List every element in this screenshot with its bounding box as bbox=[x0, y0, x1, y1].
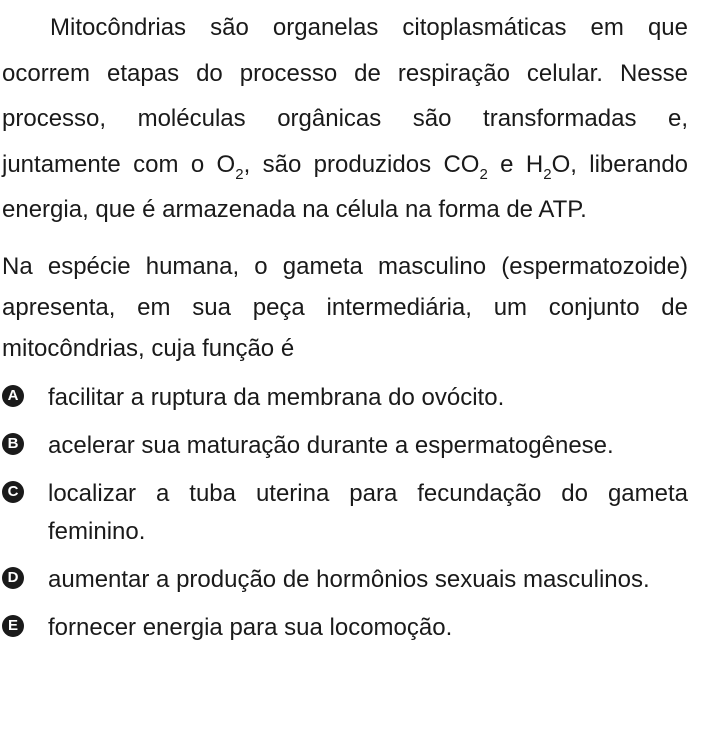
o2-subscript: 2 bbox=[235, 165, 244, 183]
option-c-text: localizar a tuba uterina para fecundação do gameta feminino. bbox=[48, 479, 688, 545]
option-b-text: acelerar sua maturação durante a espermatogênese. bbox=[48, 431, 614, 459]
option-b[interactable] bbox=[2, 427, 688, 465]
option-a-badge-icon: A bbox=[2, 385, 24, 407]
context-text-part3: e H bbox=[487, 150, 544, 178]
option-e-text: fornecer energia para sua locomoção. bbox=[48, 613, 453, 641]
answer-options bbox=[2, 379, 688, 647]
option-a[interactable] bbox=[2, 379, 688, 417]
option-e-badge-icon: E bbox=[2, 615, 24, 637]
context-text-part4: O, liberando energia, que é armazenada na célula na forma de ATP. bbox=[2, 150, 689, 223]
option-e[interactable] bbox=[2, 609, 688, 647]
option-c[interactable] bbox=[2, 475, 688, 551]
option-d-badge-icon: D bbox=[2, 567, 24, 589]
context-paragraph bbox=[2, 0, 688, 233]
option-d[interactable] bbox=[2, 561, 688, 599]
h2o-subscript: 2 bbox=[543, 165, 552, 183]
context-text-part1: Mitocôndrias são organelas citoplasmáticas em que ocorrem etapas do processo de respiração celular. Nesse processo, moléculas orgânicas são transformadas e, juntamente com o O bbox=[2, 14, 688, 178]
question-stem: Na espécie humana, o gameta masculino (espermatozoide) apresenta, em sua peça intermediária, um conjunto de mitocôndrias, cuja função é bbox=[2, 252, 688, 362]
option-b-badge-icon: B bbox=[2, 433, 24, 455]
option-d-text: aumentar a produção de hormônios sexuais masculinos. bbox=[48, 565, 650, 593]
context-text-part2: , são produzidos CO bbox=[243, 150, 480, 178]
option-c-badge-icon: C bbox=[2, 481, 24, 503]
co2-subscript: 2 bbox=[479, 165, 488, 183]
option-a-text: facilitar a ruptura da membrana do ovócito. bbox=[48, 383, 505, 411]
